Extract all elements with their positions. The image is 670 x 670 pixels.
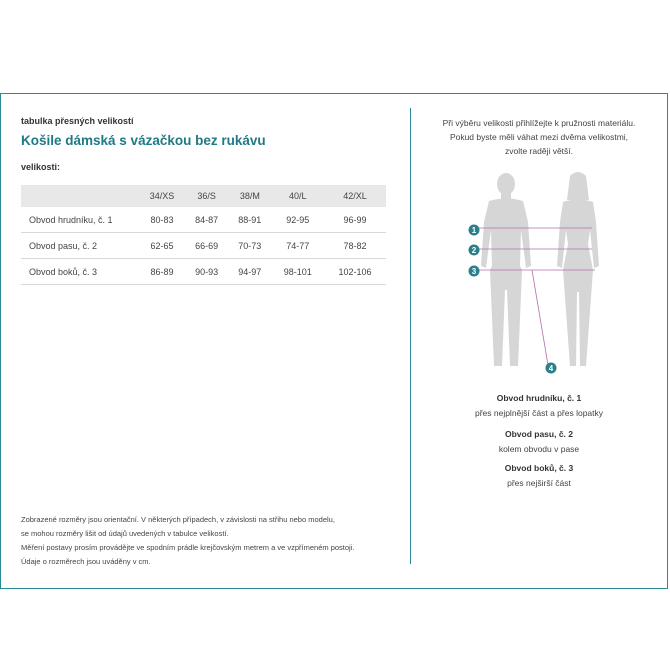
table-cell: 90-93	[185, 259, 228, 285]
table-cell: 96-99	[324, 207, 386, 233]
notes	[21, 513, 354, 569]
measure-name: Obvod boků, č. 3	[504, 463, 574, 473]
advice-line: Při výběru velikosti přihlížejte k pružnosti materiálu.	[442, 118, 636, 128]
marker-3-label: 3	[471, 267, 477, 276]
measure-desc: kolem obvodu v pase	[498, 444, 580, 454]
marker-2-label: 2	[471, 246, 477, 255]
marker-4	[546, 363, 557, 374]
table-cell: 78-82	[324, 233, 386, 259]
marker-3	[469, 266, 480, 277]
note-line: Měření postavy prosím provádějte ve spodním prádle krejčovským metrem a ve vzpřímeném postoji.	[21, 543, 355, 552]
size-table	[21, 185, 386, 285]
product-title: Košile dámská s vázačkou bez rukávu	[21, 133, 266, 148]
table-header-cell: 40/L	[288, 191, 307, 201]
advice-line: zvolte raději větší.	[504, 146, 574, 156]
measure-desc: přes nejširší část	[507, 478, 571, 488]
chart-subtitle: tabulka přesných velikostí	[21, 116, 134, 126]
body-measurement-figures	[462, 170, 612, 382]
table-cell: 94-97	[228, 259, 271, 285]
table-header-cell: 42/XL	[343, 191, 367, 201]
measure-name: Obvod hrudníku, č. 1	[496, 393, 582, 403]
table-header-cell: 38/M	[239, 191, 260, 201]
table-row	[21, 259, 386, 285]
note-line: Zobrazené rozměry jsou orientační. V některých případech, v závislosti na střihu nebo modelu,	[21, 515, 335, 524]
male-silhouette	[481, 173, 531, 366]
measure-desc: přes nejplnější část a přes lopatky	[474, 408, 604, 418]
table-cell: 66-69	[185, 233, 228, 259]
measure-waist	[420, 429, 658, 454]
female-silhouette	[557, 172, 599, 366]
column-divider	[410, 108, 411, 564]
note-line: se mohou rozměry lišit od údajů uvedených v tabulce velikostí.	[21, 529, 229, 538]
table-header-cell	[21, 185, 139, 207]
table-cell: 80-83	[139, 207, 185, 233]
table-cell: 70-73	[228, 233, 271, 259]
table-cell: 102-106	[324, 259, 386, 285]
table-row	[21, 233, 386, 259]
marker-4-label: 4	[548, 364, 554, 373]
measure-chest	[420, 393, 658, 418]
table-header-cell: 36/S	[197, 191, 216, 201]
measure-name: Obvod pasu, č. 2	[504, 429, 574, 439]
row-label: Obvod pasu, č. 2	[21, 233, 139, 259]
note-line: Údaje o rozměrech jsou uváděny v cm.	[21, 557, 151, 566]
table-header-row	[21, 185, 386, 207]
table-cell: 98-101	[271, 259, 324, 285]
sizes-label: velikosti:	[21, 162, 61, 172]
table-cell: 92-95	[271, 207, 324, 233]
row-label: Obvod hrudníku, č. 1	[21, 207, 139, 233]
table-cell: 74-77	[271, 233, 324, 259]
table-header-cell: 34/XS	[149, 191, 175, 201]
size-advice	[420, 116, 658, 158]
table-cell: 86-89	[139, 259, 185, 285]
marker-1-label: 1	[471, 226, 477, 235]
table-row	[21, 207, 386, 233]
measure-hips	[420, 463, 658, 488]
table-cell: 84-87	[185, 207, 228, 233]
marker-1	[469, 225, 480, 236]
marker-2	[469, 245, 480, 256]
advice-line: Pokud byste měli váhat mezi dvěma velikostmi,	[449, 132, 629, 142]
table-cell: 62-65	[139, 233, 185, 259]
table-cell: 88-91	[228, 207, 271, 233]
row-label: Obvod boků, č. 3	[21, 259, 139, 285]
